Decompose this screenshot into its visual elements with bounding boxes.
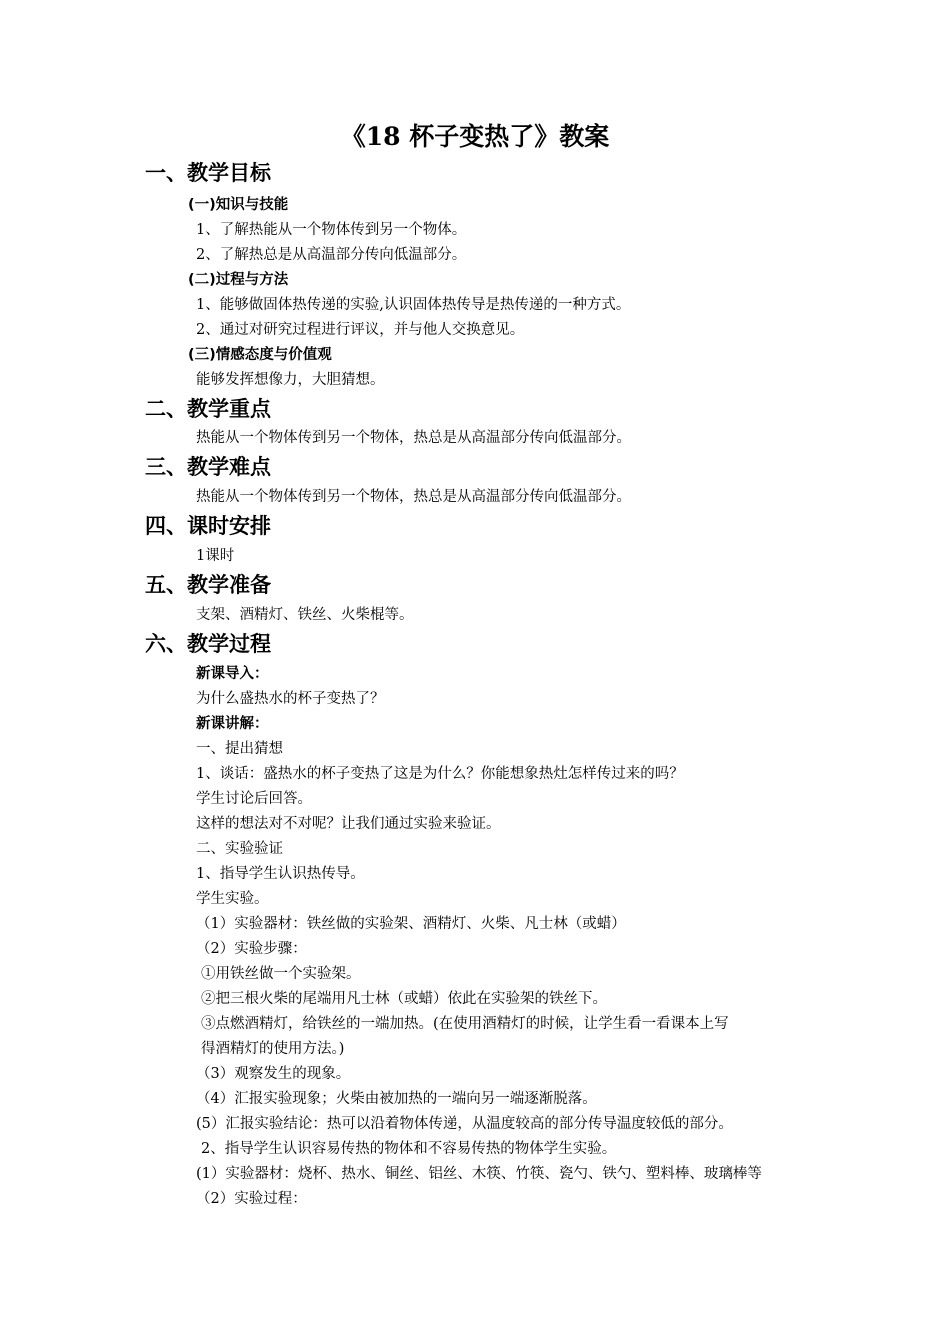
intro-label: 新课导入： — [196, 666, 269, 682]
process-line: ①用铁丝做一个实验架。 — [201, 966, 361, 982]
section-heading-goals: 一、教学目标 — [145, 161, 271, 185]
section-heading-schedule: 四、课时安排 — [145, 514, 271, 538]
subheading-process-method: (二)过程与方法 — [188, 272, 289, 288]
section-heading-preparation: 五、教学准备 — [145, 573, 271, 597]
process-line: 学生实验。 — [196, 891, 269, 907]
process-line: 二、实验验证 — [196, 841, 283, 857]
process-line: 这样的想法对不对呢？让我们通过实验来验证。 — [196, 816, 501, 832]
process-line: 得酒精灯的使用方法。) — [201, 1041, 345, 1057]
document-title: 《18 杯子变热了》教案 — [340, 122, 610, 151]
process-line: 学生讨论后回答。 — [196, 791, 312, 807]
process-line: 1、指导学生认识热传导。 — [196, 866, 365, 882]
lecture-label: 新课讲解： — [196, 716, 269, 732]
difficulties-text: 热能从一个物体传到另一个物体，热总是从高温部分传向低温部分。 — [196, 489, 631, 505]
key-points-text: 热能从一个物体传到另一个物体，热总是从高温部分传向低温部分。 — [196, 430, 631, 446]
process-line: (5）汇报实验结论：热可以沿着物体传递，从温度较高的部分传导温度较低的部分。 — [196, 1116, 733, 1132]
process-line: ②把三根火柴的尾端用凡士林（或蜡）依此在实验架的铁丝下。 — [201, 991, 607, 1007]
goal-item: 2、了解热总是从高温部分传向低温部分。 — [196, 247, 467, 263]
section-heading-key-points: 二、教学重点 — [145, 397, 271, 421]
subheading-attitude-values: (三)情感态度与价值观 — [188, 347, 332, 363]
goal-item: 2、通过对研究过程进行评议，并与他人交换意见。 — [196, 322, 525, 338]
process-line: ③点燃酒精灯，给铁丝的一端加热。(在使用酒精灯的时候，让学生看一看课本上写 — [201, 1016, 729, 1032]
goal-item: 1、能够做固体热传递的实验,认识固体热传导是热传递的一种方式。 — [196, 297, 631, 313]
section-heading-difficulties: 三、教学难点 — [145, 455, 271, 479]
goal-item: 1、了解热能从一个物体传到另一个物体。 — [196, 222, 467, 238]
intro-text: 为什么盛热水的杯子变热了？ — [196, 691, 385, 707]
process-line: (1）实验器材：烧杯、热水、铜丝、铝丝、木筷、竹筷、瓷勺、铁勺、塑料棒、玻璃棒等 — [196, 1166, 762, 1182]
process-line: （4）汇报实验现象；火柴由被加热的一端向另一端逐渐脱落。 — [196, 1091, 597, 1107]
schedule-text: 1课时 — [196, 548, 235, 564]
goal-item: 能够发挥想像力，大胆猜想。 — [196, 372, 385, 388]
subheading-knowledge-skills: (一)知识与技能 — [188, 197, 289, 213]
process-line: 1、谈话：盛热水的杯子变热了这是为什么？你能想象热灶怎样传过来的吗？ — [196, 766, 684, 782]
process-line: 一、提出猜想 — [196, 741, 283, 757]
process-line: 2、指导学生认识容易传热的物体和不容易传热的物体学生实验。 — [201, 1141, 617, 1157]
process-line: （1）实验器材：铁丝做的实验架、酒精灯、火柴、凡士林（或蜡） — [196, 916, 626, 932]
section-heading-process: 六、教学过程 — [145, 632, 271, 656]
process-line: （3）观察发生的现象。 — [196, 1066, 351, 1082]
process-line: （2）实验过程： — [196, 1191, 307, 1207]
preparation-text: 支架、酒精灯、铁丝、火柴棍等。 — [196, 607, 414, 623]
process-line: （2）实验步骤： — [196, 941, 307, 957]
